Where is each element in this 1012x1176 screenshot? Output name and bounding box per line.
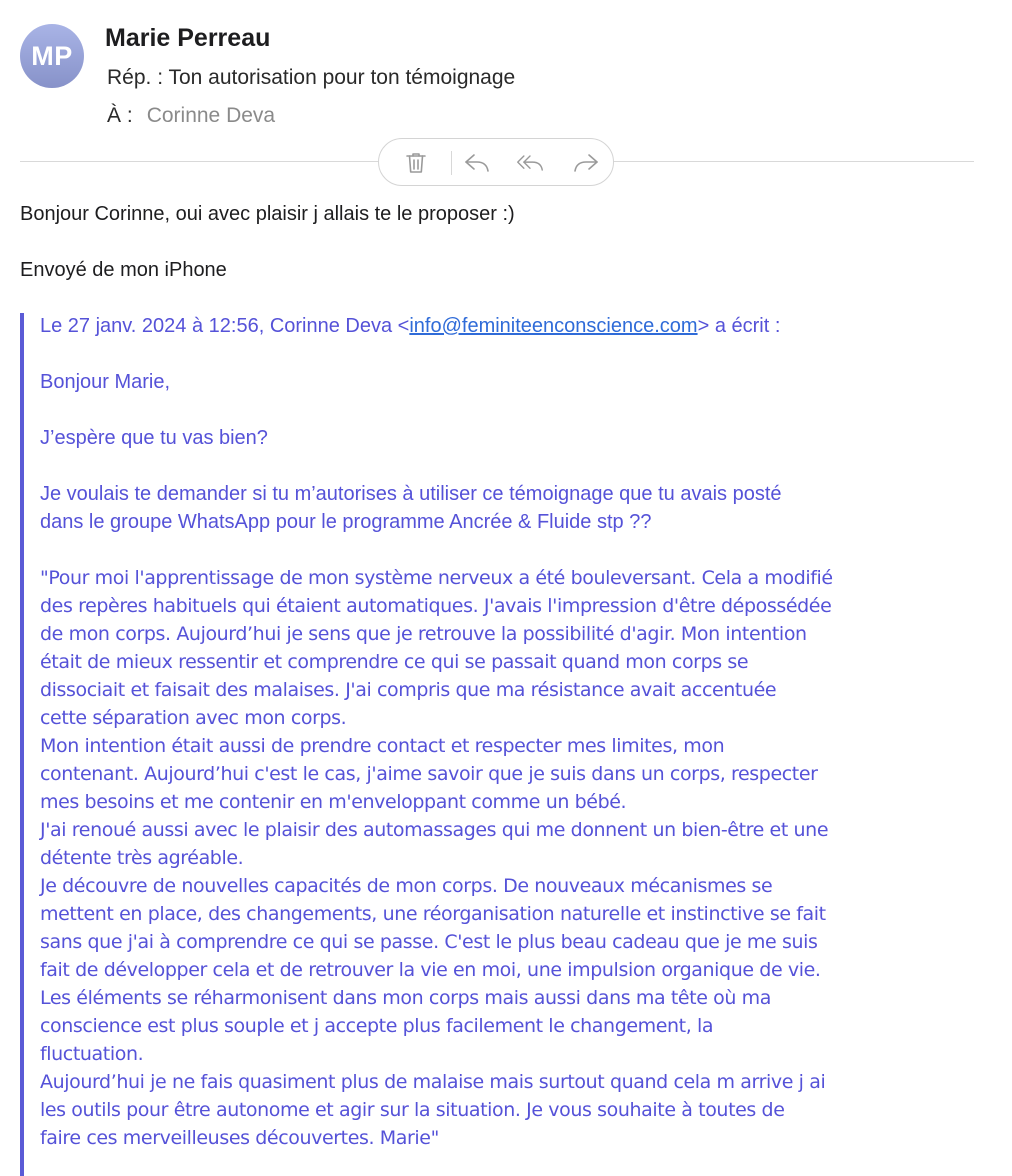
testimonial-line: de mon corps. Aujourd’hui je sens que je retrouve la possibilité d'agir. Mon intention: [40, 623, 807, 645]
sender-name: Marie Perreau: [105, 24, 271, 52]
trash-icon: [405, 151, 427, 175]
testimonial-line: "Pour moi l'apprentissage de mon système nerveux a été bouleversant. Cela a modifié: [40, 567, 833, 589]
avatar[interactable]: MP: [20, 24, 84, 88]
toolbar-separator: [451, 151, 452, 175]
sender-email-link[interactable]: info@feminiteenconscience.com: [409, 315, 698, 337]
testimonial-line: contenant. Aujourd’hui c'est le cas, j'aime savoir que je suis dans un corps, respecter: [40, 763, 818, 785]
to-label: À :: [107, 104, 133, 127]
testimonial-line: Les éléments se réharmonisent dans mon corps mais aussi dans ma tête où ma: [40, 987, 772, 1009]
forward-button[interactable]: [572, 149, 600, 177]
quote-greeting: Bonjour Marie,: [40, 371, 171, 393]
testimonial-line: dissociait et faisait des malaises. J'ai compris que ma résistance avait accentuée: [40, 679, 777, 701]
testimonial-line: était de mieux ressentir et comprendre ce qui se passait quand mon corps se: [40, 651, 749, 673]
message-greeting: Bonjour Corinne, oui avec plaisir j allais te le proposer :): [20, 203, 515, 225]
testimonial-line: détente très agréable.: [40, 847, 244, 869]
testimonial-line: des repères habituels qui étaient automatiques. J'avais l'impression d'être dépossédée: [40, 595, 832, 617]
email-subject: Rép. : Ton autorisation pour ton témoignage: [107, 66, 516, 89]
attribution-suffix: > a écrit :: [697, 315, 781, 337]
reply-all-icon: [516, 152, 544, 174]
testimonial-line: faire ces merveilleuses découvertes. Marie": [40, 1127, 439, 1149]
testimonial-line: fait de développer cela et de retrouver la vie en moi, une impulsion organique de vie.: [40, 959, 821, 981]
reply-icon: [464, 152, 490, 174]
quote-hope: J’espère que tu vas bien?: [40, 427, 268, 449]
testimonial-line: mes besoins et me contenir en m'enveloppant comme un bébé.: [40, 791, 627, 813]
testimonial-line: J'ai renoué aussi avec le plaisir des automassages qui me donnent un bien-être et une: [40, 819, 829, 841]
testimonial-line: mettent en place, des changements, une réorganisation naturelle et instinctive se fait: [40, 903, 826, 925]
testimonial-line: cette séparation avec mon corps.: [40, 707, 347, 729]
delete-button[interactable]: [402, 149, 430, 177]
forward-icon: [573, 152, 599, 174]
reply-all-button[interactable]: [516, 149, 544, 177]
message-action-toolbar: [378, 138, 614, 186]
message-signature: Envoyé de mon iPhone: [20, 259, 227, 281]
testimonial-line: fluctuation.: [40, 1043, 144, 1065]
quote-request-line: dans le groupe WhatsApp pour le programme Ancrée & Fluide stp ??: [40, 511, 652, 533]
attribution-prefix: Le 27 janv. 2024 à 12:56, Corinne Deva <: [40, 315, 410, 337]
quote-attribution: [40, 315, 780, 338]
recipient-name[interactable]: Corinne Deva: [146, 104, 276, 127]
reply-button[interactable]: [463, 149, 491, 177]
testimonial-text: [40, 564, 990, 1152]
testimonial-line: Aujourd’hui je ne fais quasiment plus de malaise mais surtout quand cela m arrive j ai: [40, 1071, 826, 1093]
testimonial-line: les outils pour être autonome et agir sur la situation. Je vous souhaite à toutes de: [40, 1099, 785, 1121]
recipient-row: [107, 104, 275, 128]
testimonial-line: sans que j'ai à comprendre ce qui se passe. C'est le plus beau cadeau que je me suis: [40, 931, 818, 953]
testimonial-line: conscience est plus souple et j accepte plus facilement le changement, la: [40, 1015, 714, 1037]
testimonial-line: Mon intention était aussi de prendre contact et respecter mes limites, mon: [40, 735, 725, 757]
testimonial-line: Je découvre de nouvelles capacités de mon corps. De nouveaux mécanismes se: [40, 875, 773, 897]
quote-request-line: Je voulais te demander si tu m’autorises à utiliser ce témoignage que tu avais posté: [40, 483, 782, 505]
quote-bar: [20, 313, 24, 1176]
